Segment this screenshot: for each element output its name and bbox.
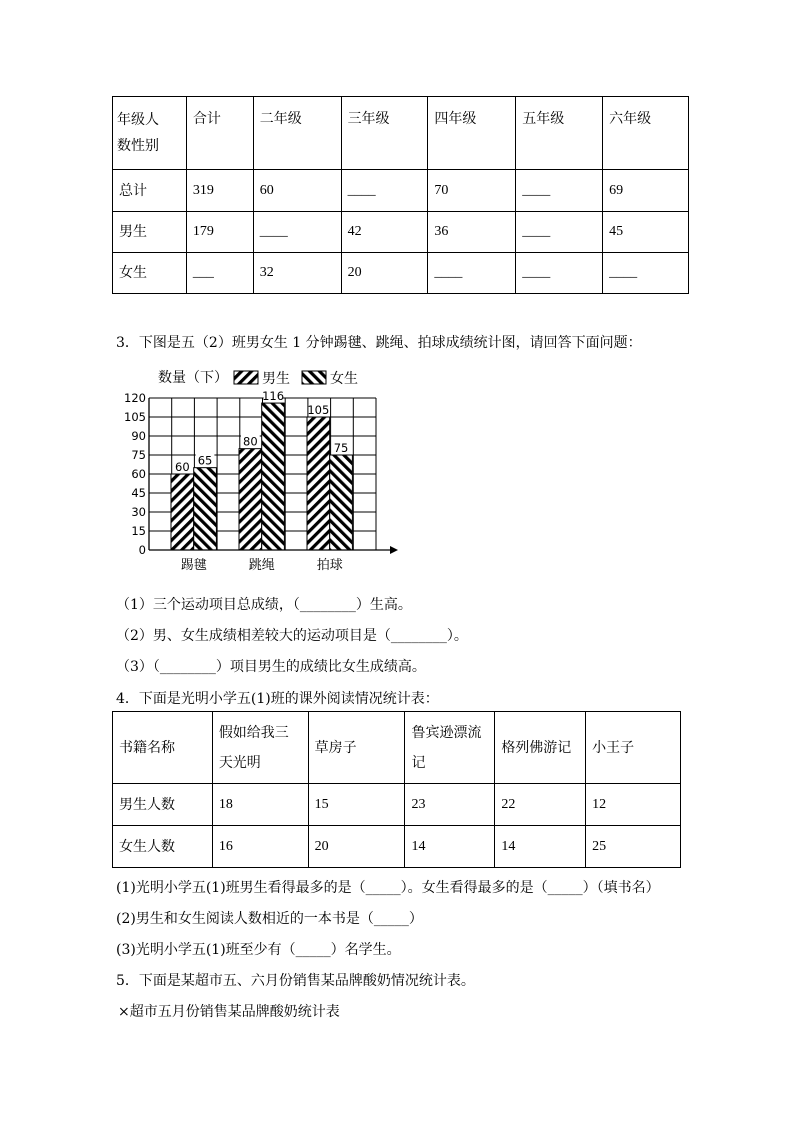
x-axis-arrow [390, 546, 398, 554]
chart-bars [171, 389, 352, 550]
x-tick-label: 跳绳 [248, 558, 275, 573]
table-cell: 12 [586, 784, 681, 826]
table-header-cell: 五年级 [516, 97, 603, 170]
legend-swatch [234, 371, 258, 384]
table-header-cell: 六年级 [603, 97, 689, 170]
table-cell: 18 [212, 784, 308, 826]
table-cell: 20 [308, 826, 405, 868]
question-3-title: 3．下图是五（2）班男女生 1 分钟踢毽、跳绳、拍球成绩统计图，请回答下面问题： [116, 335, 642, 351]
table-cell: 总计 [113, 170, 187, 212]
blank-cell: ____ [516, 253, 603, 294]
table-row [113, 826, 681, 868]
table-row [113, 170, 689, 212]
table-cell: 男生 [113, 212, 187, 253]
table-cell: 15 [308, 784, 405, 826]
data-label: 75 [333, 441, 349, 455]
blank-cell: ____ [341, 170, 428, 212]
table-cell: 70 [428, 170, 516, 212]
question-4-sub-1: (1)光明小学五(1)班男生看得最多的是（_____）。女生看得最多的是（_____）（填书名） [116, 880, 660, 896]
question-3-sub-1: （1）三个运动项目总成绩，（________）生高。 [116, 597, 412, 613]
table-header-cell: 四年级 [428, 97, 516, 170]
data-label: 105 [307, 403, 330, 417]
blank-cell: ____ [516, 170, 603, 212]
bar [330, 455, 353, 550]
chart-legend [158, 369, 358, 387]
table-row [113, 253, 689, 294]
x-tick-label: 踢毽 [180, 558, 207, 573]
table-header-cell: 假如给我三 天光明 [212, 712, 308, 784]
table-cell: 男生人数 [113, 784, 213, 826]
table-cell: 女生人数 [113, 826, 213, 868]
data-label: 65 [197, 453, 213, 468]
y-tick-label: 60 [131, 467, 146, 481]
table-header-cell: 格列佛游记 [495, 712, 586, 784]
legend-label: 女生 [330, 371, 358, 387]
bar [307, 417, 330, 550]
table-header-row [113, 712, 681, 784]
table-cell: 69 [603, 170, 689, 212]
question-4-title: 4．下面是光明小学五(1)班的课外阅读情况统计表： [116, 691, 439, 707]
reading-table [112, 711, 681, 868]
table-cell: 女生 [113, 253, 187, 294]
data-label: 80 [243, 434, 258, 449]
grade-gender-table [112, 96, 689, 294]
bar [171, 474, 194, 550]
question-4-sub-2: (2)男生和女生阅读人数相近的一本书是（_____） [116, 911, 423, 927]
table-cell: 319 [186, 170, 253, 212]
table-cell: 42 [341, 212, 428, 253]
table-header-cell: 草房子 [308, 712, 405, 784]
table-header-cell: 三年级 [341, 97, 428, 170]
legend-label: 男生 [262, 371, 290, 387]
blank-cell: ____ [428, 253, 516, 294]
y-tick-label: 105 [124, 410, 146, 424]
y-tick-label: 30 [131, 505, 146, 519]
table-cell: 14 [495, 826, 586, 868]
y-tick-label: 90 [131, 429, 146, 443]
table-cell: 25 [586, 826, 681, 868]
data-label: 116 [262, 389, 285, 404]
table-cell: 14 [405, 826, 495, 868]
blank-cell: ___ [186, 253, 253, 294]
table-cell: 32 [253, 253, 341, 294]
question-4-sub-3: (3)光明小学五(1)班至少有（_____）名学生。 [116, 942, 401, 958]
question-3-sub-2: （2）男、女生成绩相差较大的运动项目是（________）。 [116, 628, 468, 644]
question-3-sub-3: （3）（________）项目男生的成绩比女生成绩高。 [116, 659, 426, 675]
table-cell: 45 [603, 212, 689, 253]
table-cell: 60 [253, 170, 341, 212]
bar [239, 449, 262, 550]
y-tick-label: 45 [131, 486, 146, 500]
y-tick-label: 120 [124, 391, 146, 405]
table-header-cell: 二年级 [253, 97, 341, 170]
legend-swatch [302, 371, 326, 384]
table-header-row [113, 97, 689, 170]
blank-cell: ____ [603, 253, 689, 294]
table-row [113, 784, 681, 826]
y-tick-label: 15 [131, 524, 146, 538]
bar [194, 468, 217, 550]
table-row [113, 212, 689, 253]
table-cell: 23 [405, 784, 495, 826]
y-tick-label: 0 [138, 543, 146, 557]
table-cell: 179 [186, 212, 253, 253]
table-cell: 16 [212, 826, 308, 868]
bar [262, 403, 285, 550]
question-5-caption: ×超市五月份销售某品牌酸奶统计表 [118, 1004, 340, 1020]
x-tick-label: 拍球 [316, 558, 343, 573]
question-5-title: 5．下面是某超市五、六月份销售某品牌酸奶情况统计表。 [116, 973, 475, 989]
table-cell: 22 [495, 784, 586, 826]
y-axis-title: 数量（下） [158, 370, 228, 386]
table-cell: 36 [428, 212, 516, 253]
blank-cell: ____ [253, 212, 341, 253]
table-header-cell: 合计 [186, 97, 253, 170]
data-label: 60 [175, 460, 190, 474]
table-header-cell: 鲁宾逊漂流 记 [405, 712, 495, 784]
sports-bar-chart [110, 362, 410, 574]
table-header-cell: 书籍名称 [113, 712, 213, 784]
y-tick-label: 75 [131, 448, 146, 462]
table-header-cell: 小王子 [586, 712, 681, 784]
blank-cell: ____ [516, 212, 603, 253]
table-cell: 20 [341, 253, 428, 294]
table-header-cell: 年级人 数性别 [113, 97, 187, 170]
